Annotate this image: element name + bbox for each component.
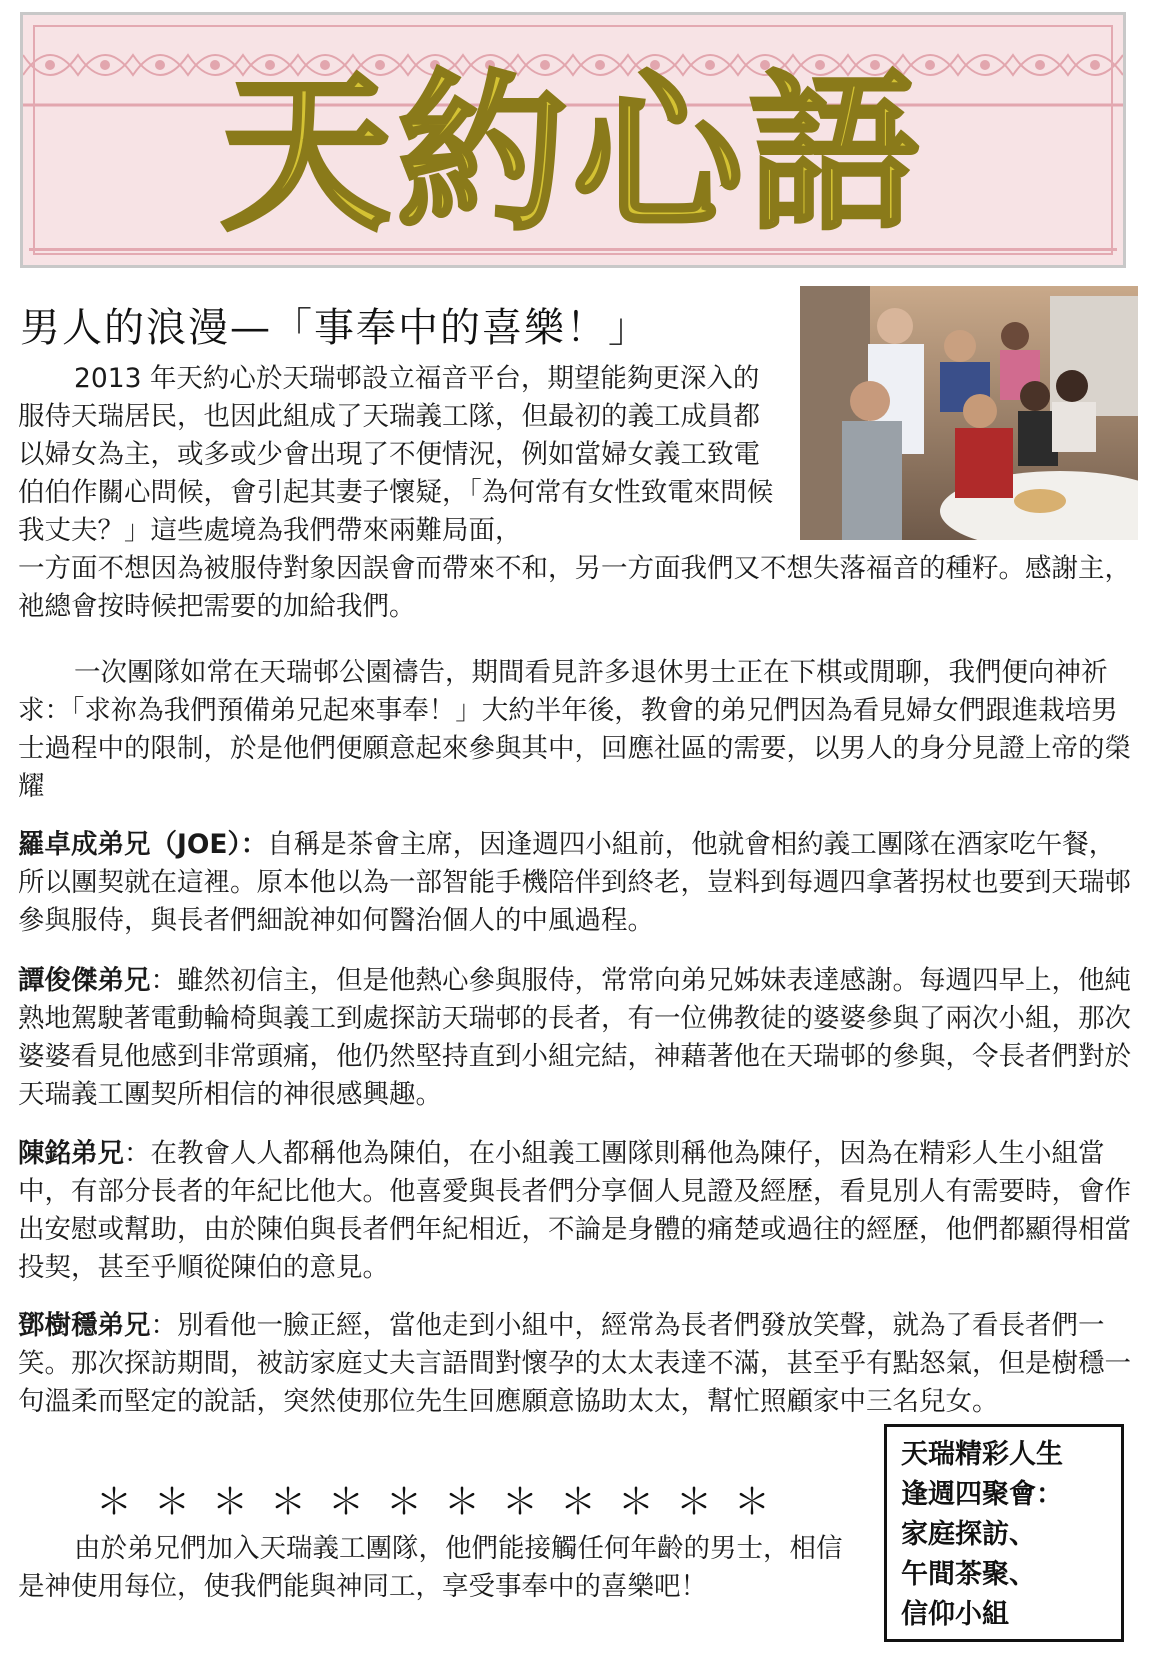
brother-name: 鄧樹穩弟兄: [18, 1310, 151, 1341]
closing-text: 由於弟兄們加入天瑞義工團隊，他們能接觸任何年齡的男士，相信是神使用每位，使我們能與神同工，享受事奉中的喜樂吧！: [18, 1533, 843, 1602]
info-line: 天瑞精彩人生: [901, 1439, 1063, 1470]
intro-paragraph-1: [18, 360, 783, 550]
meeting-info-box: [884, 1424, 1124, 1642]
brother-description: ：別看他一臉正經，當他走到小組中，經常為長者們發放笑聲，就為了看長者們一笑。那次探訪期間，被訪家庭丈夫言語間對懷孕的太太表達不滿，甚至乎有點怒氣，但是樹穩一句溫柔而堅定的說話，突然使那位先生回應願意協助太太，幫忙照顧家中三名兒女。: [18, 1310, 1131, 1417]
brother-description: ：雖然初信主，但是他熱心參與服侍，常常向弟兄姊妹表達感謝。每週四早上，他純熟地駕駛著電動輪椅與義工到處探訪天瑞邨的長者，有一位佛教徒的婆婆參與了兩次小組，那次婆婆看見他感到非常頭痛，他仍然堅持直到小組完結，神藉著他在天瑞邨的參與，令長者們對於天瑞義工團契所相信的神很感興趣。: [18, 965, 1131, 1110]
brother-profile-tam: [18, 962, 1138, 1114]
group-photo: [800, 286, 1138, 540]
page-title: 天約心語: [220, 56, 925, 254]
intro-paragraph-2-text: 一次團隊如常在天瑞邨公園禱告，期間看見許多退休男士正在下棋或閒聊，我們便向神祈求：「求祢為我們預備弟兄起來事奉！」大約半年後，教會的弟兄們因為看見婦女們跟進栽培男士過程中的限制，於是他們便願意起來參與其中，回應社區的需要，以男人的身分見證上帝的榮耀: [18, 657, 1131, 802]
intro-paragraph-1-text: 2013 年天約心於天瑞邨設立福音平台，期望能夠更深入的服侍天瑞居民，也因此組成了天瑞義工隊，但最初的義工成員都以婦女為主，或多或少會出現了不便情況，例如當婦女義工致電伯伯作關心問候，會引起其妻子懷疑，「為何常有女性致電來問候我丈夫？」這些處境為我們帶來兩難局面，: [18, 363, 774, 546]
info-line: 午間茶聚、: [901, 1559, 1036, 1590]
brother-profile-tang: [18, 1307, 1138, 1421]
info-line: 信仰小組: [901, 1599, 1009, 1630]
info-line: 逢週四聚會：: [901, 1479, 1063, 1510]
brother-name: 羅卓成弟兄（JOE）：: [18, 829, 268, 860]
brother-name: 譚俊傑弟兄: [18, 965, 151, 996]
intro-paragraph-2: [18, 654, 1138, 806]
brother-profile-chan: [18, 1135, 1138, 1287]
closing-paragraph: [18, 1530, 863, 1606]
article-headline: 男人的浪漫—「事奉中的喜樂！」: [20, 305, 650, 351]
brother-profile-joe: [18, 826, 1138, 940]
info-line: 家庭探訪、: [901, 1519, 1036, 1550]
intro-paragraph-1-continued: 一方面不想因為被服侍對象因誤會而帶來不和，另一方面我們又不想失落福音的種籽。感謝主，祂總會按時候把需要的加給我們。: [18, 553, 1131, 622]
stars-divider: ＊＊＊＊＊＊＊＊＊＊＊＊: [96, 1482, 793, 1523]
brother-description: 自稱是茶會主席，因逢週四小組前，他就會相約義工團隊在酒家吃午餐，所以團契就在這裡。原本他以為一部智能手機陪伴到終老，豈料到每週四拿著拐杖也要到天瑞邨參與服侍，與長者們細說神如何醫治個人的中風過程。: [18, 829, 1131, 936]
header-banner: [20, 12, 1126, 268]
brother-name: 陳銘弟兄: [18, 1138, 124, 1169]
brother-description: ：在教會人人都稱他為陳伯，在小組義工團隊則稱他為陳仔，因為在精彩人生小組當中，有部分長者的年紀比他大。他喜愛與長者們分享個人見證及經歷，看見別人有需要時，會作出安慰或幫助，由於陳伯與長者們年紀相近，不論是身體的痛楚或過往的經歷，他們都顯得相當投契，甚至乎順從陳伯的意見。: [18, 1138, 1131, 1283]
